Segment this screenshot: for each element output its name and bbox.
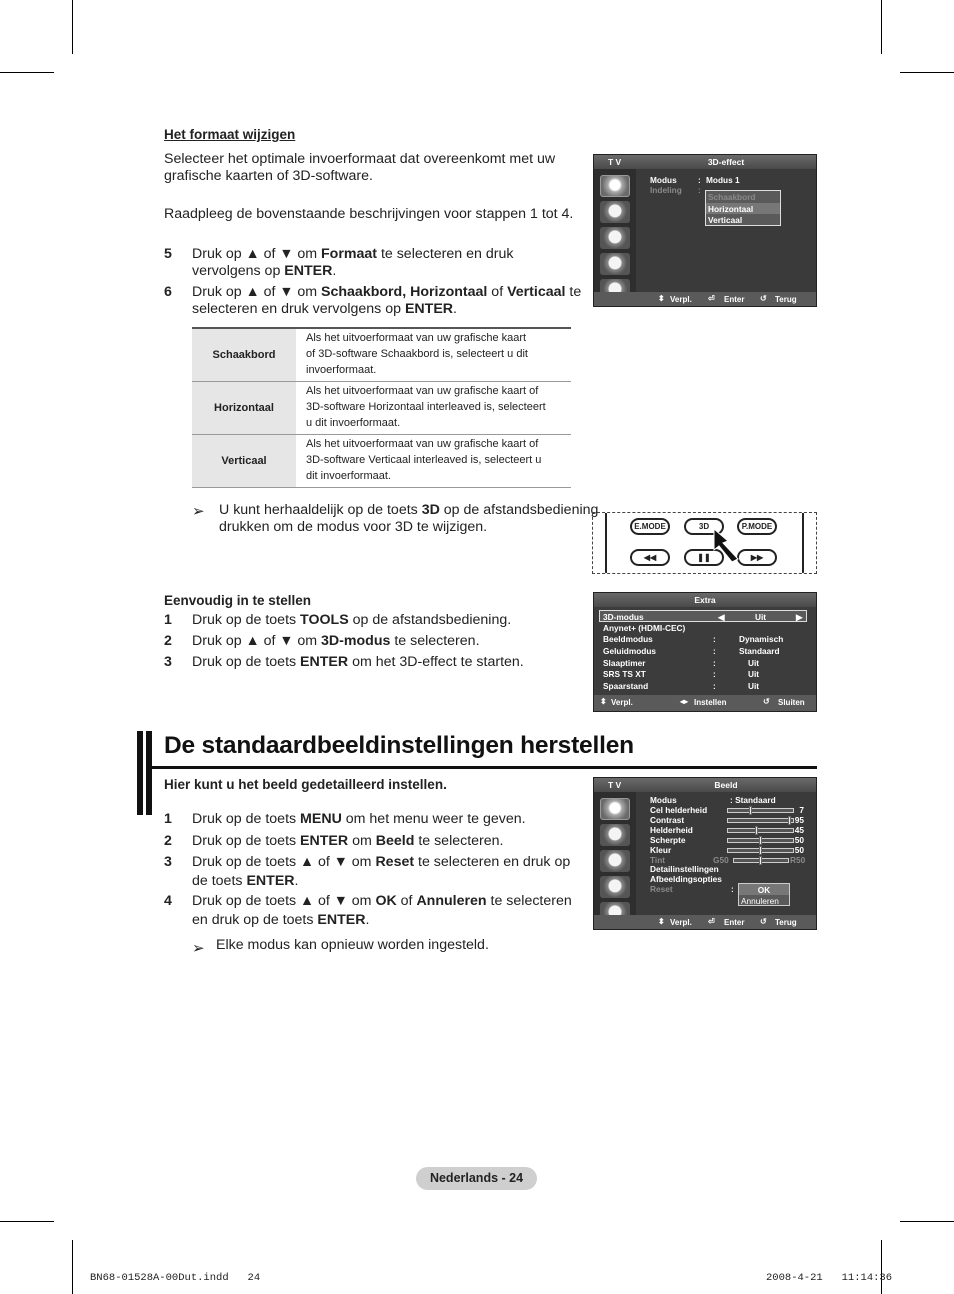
menu-label[interactable]: Beeldmodus <box>603 634 653 644</box>
ok-option[interactable]: OK <box>757 885 771 895</box>
step-text: om <box>348 833 376 849</box>
step-text: te <box>565 284 582 300</box>
menu-label: 3D-modus <box>603 612 644 622</box>
setup-icon <box>600 253 630 275</box>
step-keyword: ENTER <box>300 654 349 670</box>
step-keyword: ENTER <box>300 833 349 849</box>
footer-label: Enter <box>724 295 745 304</box>
slider-value: 50 <box>794 835 804 845</box>
paragraph: Selecteer het optimale invoerformaat dat overeenkomt met uw grafische kaarten of 3D-software. <box>164 151 556 184</box>
table-value <box>296 381 571 434</box>
note-text: drukken om de modus voor 3D te wijzigen. <box>219 519 488 535</box>
step-keyword: Verticaal <box>507 284 566 300</box>
step-keyword: Schaakbord, Horizontaal <box>321 284 488 300</box>
move-icon: ⬍ <box>658 294 665 303</box>
slider-label[interactable]: Helderheid <box>650 825 693 835</box>
subtitle: Hier kunt u het beeld gedetailleerd instellen. <box>164 777 447 792</box>
table-line: Als het uitvoerformaat van uw grafische kaart of <box>306 385 539 397</box>
footer-label: Verpl. <box>670 918 692 927</box>
page-number-pill: Nederlands - 24 <box>416 1167 537 1190</box>
step-text: of <box>396 893 417 909</box>
return-icon: ↺ <box>760 294 767 303</box>
step-keyword: ENTER <box>284 263 333 279</box>
menu-value: Modus 1 <box>706 175 740 185</box>
slider-label[interactable]: Tint <box>650 855 666 865</box>
table-line: 3D-software Verticaal interleaved is, selecteert u <box>306 454 542 466</box>
osd-sidebar <box>594 169 636 292</box>
step-text: om het 3D-effect te starten. <box>348 654 524 670</box>
step-keyword: Reset <box>375 854 415 870</box>
slider-value: 45 <box>794 825 804 835</box>
slider-thumb[interactable] <box>788 816 791 825</box>
menu-label: Indeling <box>650 185 682 195</box>
step-keyword: ENTER <box>246 873 295 889</box>
remote-illustration <box>592 512 817 574</box>
menu-sep: : <box>713 634 716 644</box>
menu-label: Modus <box>650 175 677 185</box>
reset-options <box>738 883 790 906</box>
sound-icon <box>600 201 630 223</box>
footer-label: Verpl. <box>611 698 633 707</box>
step-text: om het menu weer te geven. <box>341 811 526 827</box>
section-title: Eenvoudig in te stellen <box>164 593 312 608</box>
enter-icon: ⏎ <box>708 917 715 926</box>
heading-bar <box>137 731 143 815</box>
file-info: BN68-01528A-00Dut.indd 24 <box>90 1272 261 1284</box>
step-text: of <box>487 284 508 300</box>
step-text: Druk op de toets <box>192 833 301 849</box>
table-line: u dit invoerformaat. <box>306 417 401 429</box>
step-text: . <box>453 301 457 317</box>
menu-label[interactable]: Afbeeldingsopties <box>650 874 722 884</box>
step-text: Druk op ▲ of ▼ om <box>192 284 322 300</box>
step-text: te selecteren. <box>414 833 504 849</box>
crop-mark <box>881 0 882 54</box>
heading-bar <box>146 731 152 815</box>
slider-bar[interactable] <box>727 808 794 813</box>
step-text: en druk op de toets <box>192 912 318 928</box>
table-line: Als het uitvoerformaat van uw grafische kaart of <box>306 438 539 450</box>
step-text: Druk op ▲ of ▼ om <box>192 633 322 649</box>
format-table <box>192 327 571 488</box>
menu-value: : Standaard <box>730 795 776 805</box>
option-item[interactable]: Horizontaal <box>708 204 754 214</box>
slider-value: 7 <box>799 805 804 815</box>
slider-bar[interactable] <box>727 818 794 823</box>
slider-bar[interactable] <box>733 858 789 863</box>
note <box>219 502 598 536</box>
step-number: 1 <box>164 612 172 628</box>
option-item[interactable]: Schaakbord <box>708 192 756 202</box>
annuleren-option[interactable]: Annuleren <box>741 896 779 906</box>
menu-label[interactable]: Reset <box>650 884 673 894</box>
step-text: de toets <box>192 873 247 889</box>
menu-value: Standaard <box>739 646 780 656</box>
step-keyword: Beeld <box>375 833 415 849</box>
step-keyword: ENTER <box>317 912 366 928</box>
slider-label[interactable]: Cel helderheid <box>650 805 708 815</box>
return-icon: ↺ <box>760 917 767 926</box>
osd-tv-label: T V <box>608 157 622 167</box>
step-number: 3 <box>164 854 172 870</box>
move-icon: ⬍ <box>600 697 607 706</box>
step-text: . <box>332 263 337 279</box>
table-value <box>296 434 571 487</box>
osd-beeld <box>593 777 817 930</box>
right-arrow-icon: ▶ <box>796 612 803 622</box>
step-text: te selecteren en druk op <box>414 854 571 870</box>
slider-thumb[interactable] <box>759 836 762 845</box>
slider-label[interactable]: Contrast <box>650 815 685 825</box>
slider-label[interactable]: Kleur <box>650 845 672 855</box>
step-keyword: ENTER <box>404 301 454 317</box>
option-item[interactable]: Verticaal <box>708 215 743 225</box>
return-icon: ↺ <box>763 697 770 706</box>
rewind-button[interactable]: ◀◀ <box>630 549 670 566</box>
step-text: vervolgens op <box>192 263 285 279</box>
menu-label[interactable]: Geluidmodus <box>603 646 657 656</box>
osd-3d-effect <box>593 154 817 307</box>
menu-value: Uit <box>748 681 760 691</box>
note-keyword: 3D <box>421 502 440 518</box>
date-info: 2008-4-21 11:14:36 <box>766 1272 893 1284</box>
step-text: . <box>365 912 370 928</box>
menu-label[interactable]: Modus <box>650 795 677 805</box>
table-value <box>296 328 571 381</box>
step-text: te selecteren en druk <box>377 246 514 262</box>
note-arrow-icon: ➢ <box>192 503 205 520</box>
note-text: op de afstandsbediening <box>439 502 599 518</box>
table-line: Als het uitvoerformaat van uw grafische kaart <box>306 332 527 345</box>
menu-sep: : <box>713 658 716 668</box>
menu-sep: : <box>698 185 701 195</box>
remote-edge <box>599 513 607 573</box>
footer-label: Terug <box>775 295 797 304</box>
table-line: of 3D-software Schaakbord is, selecteert u dit <box>306 348 528 361</box>
step-keyword: Formaat <box>321 246 377 262</box>
step-keyword: 3D-modus <box>321 633 391 649</box>
menu-value: Uit <box>748 658 760 668</box>
footer-label: Instellen <box>694 698 727 707</box>
step-number: 6 <box>164 284 172 300</box>
page-heading: De standaardbeeldinstellingen herstellen <box>164 732 634 759</box>
menu-label[interactable]: Spaarstand <box>603 681 649 691</box>
note: Elke modus kan opnieuw worden ingesteld. <box>216 937 489 953</box>
table-line: invoerformaat. <box>306 364 377 377</box>
table-row <box>192 434 571 487</box>
picture-icon <box>600 175 630 197</box>
step-text: Druk op de toets <box>192 612 301 628</box>
slider-bar[interactable] <box>727 838 794 843</box>
remote-edge <box>802 513 810 573</box>
slider-bar[interactable] <box>727 828 794 833</box>
step-text: Druk op de toets ▲ of ▼ om <box>192 893 376 909</box>
menu-sep: : <box>713 646 716 656</box>
heading-rule <box>152 766 817 769</box>
step-number: 3 <box>164 654 172 670</box>
menu-label[interactable]: SRS TS XT <box>603 669 646 679</box>
crop-mark <box>881 1240 882 1294</box>
slider-value: 95 <box>794 815 804 825</box>
emode-button[interactable]: E.MODE <box>630 518 670 535</box>
menu-label[interactable]: Anynet+ (HDMI-CEC) <box>603 623 686 633</box>
slider-bar[interactable] <box>727 848 794 853</box>
osd-footer <box>594 292 816 306</box>
osd-sidebar <box>594 792 636 915</box>
slider-thumb[interactable] <box>759 846 762 855</box>
menu-value: Uit <box>755 612 767 622</box>
step-number: 1 <box>164 811 172 827</box>
step-text: Druk op de toets ▲ of ▼ om <box>192 854 376 870</box>
slider-value: 50 <box>794 845 804 855</box>
menu-sep: : <box>713 669 716 679</box>
footer-label: Verpl. <box>670 295 692 304</box>
tint-right-value: R50 <box>790 855 806 865</box>
step-number: 2 <box>164 833 172 849</box>
menu-value: Uit <box>748 669 760 679</box>
step-keyword: TOOLS <box>300 612 349 628</box>
step-text: te selecteren <box>486 893 572 909</box>
crop-mark <box>900 1221 954 1222</box>
section-title: Het formaat wijzigen <box>164 127 296 142</box>
table-key: Verticaal <box>192 434 296 487</box>
table-line: dit invoerformaat. <box>306 470 391 482</box>
slider-thumb[interactable] <box>755 826 758 835</box>
channel-icon <box>600 227 630 249</box>
enter-icon: ⏎ <box>708 294 715 303</box>
note-arrow-icon: ➢ <box>192 940 205 957</box>
menu-sep: : <box>731 884 734 894</box>
crop-mark <box>900 72 954 73</box>
osd-header <box>594 778 816 792</box>
osd-header <box>594 593 816 607</box>
table-key: Horizontaal <box>192 381 296 434</box>
osd-footer <box>594 915 816 929</box>
table-row <box>192 381 571 434</box>
table-row <box>192 328 571 381</box>
step-text: Druk op de toets <box>192 811 301 827</box>
step-number: 4 <box>164 893 172 909</box>
forward-button[interactable]: ▶▶ <box>737 549 777 566</box>
paragraph: Raadpleeg de bovenstaande beschrijvingen voor stappen 1 tot 4. <box>164 206 574 222</box>
osd-tv-label: T V <box>608 780 622 790</box>
crop-mark <box>72 0 73 54</box>
osd-extra <box>593 592 817 712</box>
menu-label[interactable]: Detailinstellingen <box>650 864 719 874</box>
table-key: Schaakbord <box>192 328 296 381</box>
left-arrow-icon: ◀ <box>718 612 725 622</box>
pointer-arrow-icon <box>708 525 748 565</box>
left-right-icon: ◂▸ <box>680 697 689 706</box>
footer-label: Enter <box>724 918 745 927</box>
pause-button[interactable]: ❚❚ <box>684 549 724 566</box>
step-text: Druk op ▲ of ▼ om <box>192 246 322 262</box>
step-number: 2 <box>164 633 172 649</box>
osd-title: Extra <box>694 595 716 605</box>
menu-label[interactable]: Slaaptimer <box>603 658 646 668</box>
picture-icon <box>600 798 630 820</box>
step-text: op de afstandsbediening. <box>348 612 512 628</box>
3d-button[interactable]: 3D <box>684 518 724 535</box>
crop-mark <box>0 1221 54 1222</box>
sound-icon <box>600 824 630 846</box>
osd-footer <box>594 695 816 711</box>
setup-icon <box>600 876 630 898</box>
step-keyword: OK <box>375 893 397 909</box>
tint-left-value: G50 <box>713 855 729 865</box>
step-text: te selecteren. <box>390 633 480 649</box>
slider-label[interactable]: Scherpte <box>650 835 686 845</box>
menu-value: Dynamisch <box>739 634 784 644</box>
footer-label: Terug <box>775 918 797 927</box>
move-icon: ⬍ <box>658 917 665 926</box>
option-list <box>705 190 781 226</box>
table-line: 3D-software Horizontaal interleaved is, selecteert <box>306 401 546 413</box>
step-number: 5 <box>164 246 172 262</box>
crop-mark <box>72 1240 73 1294</box>
menu-sep: : <box>698 175 701 185</box>
note-text: U kunt herhaaldelijk op de toets <box>219 502 422 518</box>
channel-icon <box>600 850 630 872</box>
slider-thumb[interactable] <box>749 806 752 815</box>
osd-title: 3D-effect <box>707 157 745 167</box>
step-text: selecteren en druk vervolgens op <box>192 301 405 317</box>
crop-mark <box>0 72 54 73</box>
step-text: Druk op de toets <box>192 654 301 670</box>
slider-thumb[interactable] <box>759 856 762 865</box>
step-keyword: Annuleren <box>416 893 487 909</box>
menu-row-selected[interactable] <box>599 610 807 622</box>
menu-sep: : <box>713 681 716 691</box>
pmode-button[interactable]: P.MODE <box>737 518 777 535</box>
osd-title: Beeld <box>714 780 738 790</box>
step-keyword: MENU <box>300 811 342 827</box>
step-text: . <box>294 873 299 889</box>
footer-label: Sluiten <box>778 698 805 707</box>
osd-header <box>594 155 816 169</box>
